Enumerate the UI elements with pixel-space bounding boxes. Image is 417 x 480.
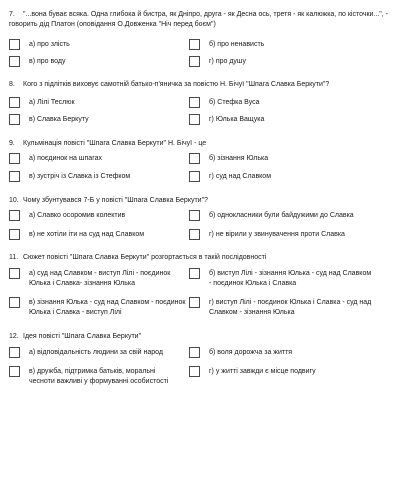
- question-text: [9, 253, 401, 263]
- option-text: б) Стефка Вуса: [209, 99, 260, 106]
- option-text: а) Славко осоромив колектив: [29, 212, 126, 219]
- answer-checkbox[interactable]: [9, 347, 20, 358]
- question-text: [9, 332, 401, 342]
- question-text: [9, 80, 401, 90]
- option-text: в) Славка Беркуту: [29, 116, 89, 123]
- option-text: б) про ненависть: [209, 41, 265, 48]
- question-number: 10.: [9, 197, 19, 204]
- option-text: а) Лілі Теслюк: [29, 99, 75, 106]
- answer-checkbox[interactable]: [9, 39, 20, 50]
- option-text: в) зустріч із Славка із Стефком: [29, 173, 131, 180]
- answer-checkbox[interactable]: [189, 171, 200, 182]
- question-body: Сюжет повісті "Шпага Славка Беркути" розгортається в такій послідовності: [23, 254, 267, 261]
- question-number: 12.: [9, 333, 19, 340]
- answer-checkbox[interactable]: [9, 97, 20, 108]
- answer-checkbox[interactable]: [189, 268, 200, 279]
- option-text: б) зізнання Юлька: [209, 155, 269, 162]
- option-text: б) однокласники були байдужими до Славка: [209, 212, 354, 219]
- option-text: в) зізнання Юлька - суд над Славком - поєдинок Юлька і Славка - виступ Лілі: [29, 299, 186, 316]
- answer-checkbox[interactable]: [9, 268, 20, 279]
- answer-checkbox[interactable]: [189, 347, 200, 358]
- answer-checkbox[interactable]: [9, 210, 20, 221]
- option-text: в) дружба, підтримка батьків, моральні чесноти важливі у формуванні особистості: [29, 368, 169, 385]
- option-text: а) поєдинок на шпагах: [29, 155, 102, 162]
- option-text: в) про воду: [29, 58, 66, 65]
- answer-checkbox[interactable]: [9, 56, 20, 67]
- question-number: 7.: [9, 11, 15, 18]
- answer-checkbox[interactable]: [9, 114, 20, 125]
- question-body: Ідея повісті "Шпага Славка Беркути": [23, 333, 142, 340]
- option-text: б) виступ Лілі - зізнання Юлька - суд над Славком - поєдинок Юлька і Славка: [209, 270, 372, 287]
- question-number: 8.: [9, 81, 15, 88]
- option-text: б) воля дорожча за життя: [209, 349, 293, 356]
- question-body: Чому збунтувався 7-Б у повісті "Шпага Славка Беркути"?: [23, 197, 208, 204]
- option-text: в) не хотіли іти на суд над Славком: [29, 231, 145, 238]
- option-text: г) не вірили у звинувачення проти Славка: [209, 231, 345, 238]
- answer-checkbox[interactable]: [9, 171, 20, 182]
- answer-checkbox[interactable]: [189, 229, 200, 240]
- answer-checkbox[interactable]: [189, 210, 200, 221]
- option-text: а) відповідальність людини за свій народ: [29, 349, 163, 356]
- answer-checkbox[interactable]: [189, 114, 200, 125]
- question-text: [9, 10, 401, 30]
- question-number: 9.: [9, 140, 15, 147]
- answer-checkbox[interactable]: [9, 153, 20, 164]
- answer-checkbox[interactable]: [189, 97, 200, 108]
- answer-checkbox[interactable]: [189, 39, 200, 50]
- question-text: [9, 196, 401, 206]
- answer-checkbox[interactable]: [189, 366, 200, 377]
- answer-checkbox[interactable]: [189, 153, 200, 164]
- option-text: г) у житті завжди є місце подвигу: [209, 368, 316, 375]
- question-body: Кульмінація повісті "Шпага Славка Беркути" Н. Бічуї - це: [23, 140, 207, 147]
- option-text: г) про душу: [209, 58, 247, 65]
- question-text: [9, 139, 401, 149]
- question-number: 11.: [9, 254, 19, 261]
- option-text: а) про злість: [29, 41, 70, 48]
- answer-checkbox[interactable]: [189, 297, 200, 308]
- answer-checkbox[interactable]: [189, 56, 200, 67]
- answer-checkbox[interactable]: [9, 229, 20, 240]
- answer-checkbox[interactable]: [9, 366, 20, 377]
- answer-checkbox[interactable]: [9, 297, 20, 308]
- option-text: г) виступ Лілі - поєдинок Юлька і Славка - суд над Славком - зізнання Юлька: [209, 299, 372, 316]
- question-body: Кого з підлітків виховує самотній батько-п'яничка за повістю Н. Бічуї "Шпага Славка Беркути"?: [23, 81, 330, 88]
- option-text: а) суд над Славком - виступ Лілі - поєдинок Юлька і Славка- зізнання Юлька: [29, 270, 171, 287]
- option-text: г) суд над Славком: [209, 173, 272, 180]
- option-text: г) Юлька Ващука: [209, 116, 265, 123]
- question-body: "...вона буває всяка. Одна глибока й бистра, як Дніпро, друга - як Десна ось, третя - як калюжка, по кісточки...", - говорить дід Платон (оповідання О.Довженка "Ніч перед боєм"): [9, 11, 388, 28]
